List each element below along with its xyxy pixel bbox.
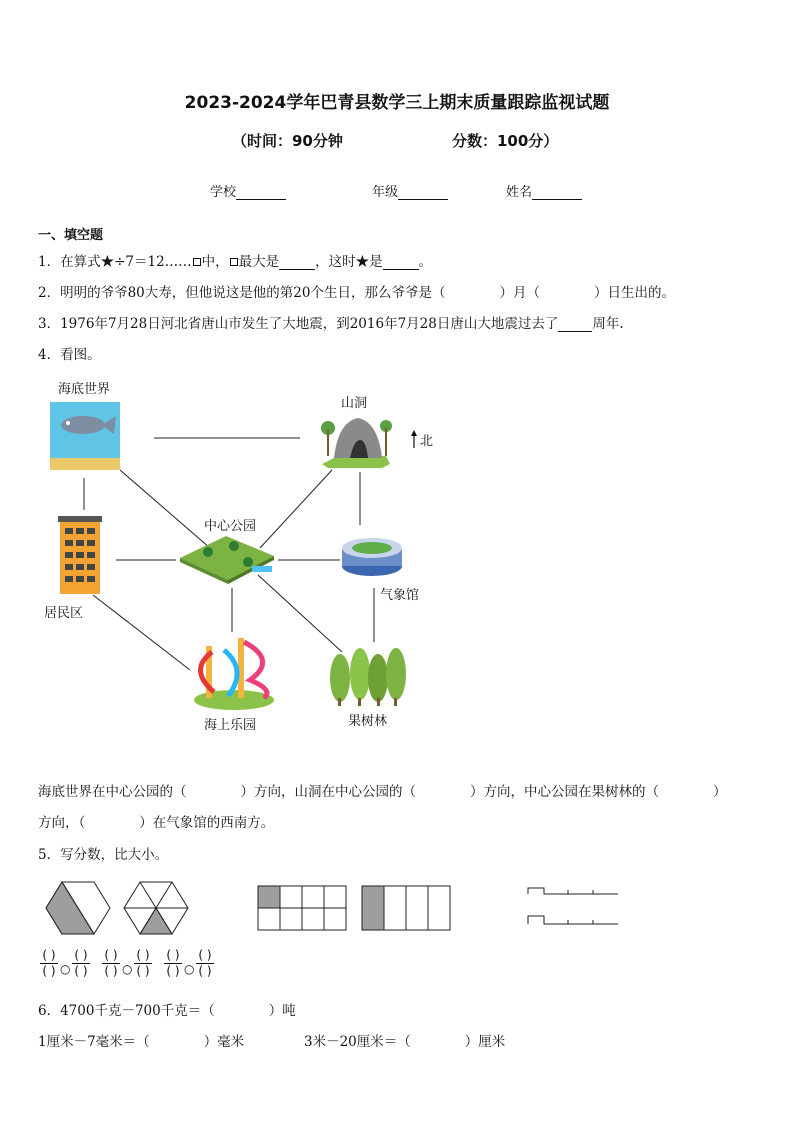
q1-blank-1[interactable] (279, 256, 315, 270)
compare-circle-1[interactable]: ○ (60, 962, 71, 976)
question-5-title: 5．写分数，比大小。 (38, 847, 169, 863)
label-central-park: 中心公园 (204, 519, 257, 534)
line-park-orchard (258, 575, 342, 652)
label-sea-park: 海上乐园 (204, 718, 257, 733)
sea-park-image (194, 638, 274, 710)
question-6-line-1: 6．4700千克－700千克＝（ ）吨 (38, 1003, 296, 1019)
school-field: 学校 (210, 181, 286, 200)
line-cave-park (260, 470, 332, 548)
compare-circle-3[interactable]: ○ (184, 962, 195, 976)
ocean-world-image (50, 402, 120, 470)
q2-blank-1[interactable] (445, 288, 499, 301)
question-6-line-3: 3米－20厘米＝（ ）厘米 (304, 1034, 506, 1050)
name-field: 姓名 (506, 181, 582, 200)
label-ocean-world: 海底世界 (58, 382, 111, 397)
fraction-1[interactable]: ( ) ( ) (40, 948, 58, 979)
q4-blank-1[interactable] (187, 787, 241, 800)
fraction-figures (38, 876, 638, 942)
grade-blank[interactable] (398, 187, 448, 200)
box-icon (230, 258, 238, 266)
exam-time: （时间：90分钟 (232, 132, 343, 150)
q6-blank-2[interactable] (150, 1037, 204, 1050)
question-3: 3．1976年7月28日河北省唐山市发生了大地震，到2016年7月28日唐山大地震过去了 周年. (38, 316, 624, 332)
label-cave: 山洞 (341, 396, 368, 411)
question-2: 2．明明的爷爷80大寿，但他说这是他的第20个生日，那么爷爷是（ ）月（ ）日生出的。 (38, 285, 675, 301)
question-4-line-1: 海底世界在中心公园的（ ）方向，山洞在中心公园的（ ）方向，中心公园在果树林的（ ） (38, 784, 727, 800)
north-arrow-icon (411, 430, 417, 448)
hexagon-half-shaded (46, 882, 110, 934)
question-1: 1．在算式★÷7＝12…… 中， 最大是 ，这时★是 。 (38, 254, 433, 270)
question-6-line-2: 1厘米－7毫米＝（ ）毫米 (38, 1034, 245, 1050)
question-4-title: 4．看图。 (38, 347, 101, 363)
name-blank[interactable] (532, 187, 582, 200)
q6-blank-1[interactable] (215, 1006, 269, 1019)
q3-blank[interactable] (558, 318, 592, 332)
fraction-5[interactable]: ( ) ( ) (164, 948, 182, 979)
line-resident-seapark (93, 595, 190, 670)
bar-quarter-shaded (362, 886, 450, 930)
resident-building-image (58, 516, 102, 594)
question-4-line-2: 方向，（ ）在气象馆的西南方。 (38, 815, 275, 831)
q6-blank-3[interactable] (411, 1037, 465, 1050)
label-north: 北 (420, 434, 434, 449)
segment-lines (528, 888, 618, 924)
weather-station-image (342, 538, 402, 576)
hexagon-sixth-shaded (124, 882, 188, 934)
q2-blank-2[interactable] (540, 288, 594, 301)
fraction-6[interactable]: ( ) ( ) (196, 948, 214, 979)
line-ocean-park (120, 470, 210, 548)
orchard-image (330, 648, 406, 706)
q4-blank-2[interactable] (416, 787, 470, 800)
grade-field: 年级 (372, 181, 448, 200)
fraction-3[interactable]: ( ) ( ) (102, 948, 120, 979)
compare-circle-2[interactable]: ○ (122, 962, 133, 976)
label-orchard: 果树林 (348, 714, 388, 729)
fraction-2[interactable]: ( ) ( ) (72, 948, 90, 979)
exam-score: 分数：100分） (452, 132, 559, 150)
fraction-4[interactable]: ( ) ( ) (134, 948, 152, 979)
label-weather-station: 气象馆 (380, 588, 420, 603)
school-blank[interactable] (236, 187, 286, 200)
q4-blank-3[interactable] (659, 787, 713, 800)
map-connections (38, 370, 438, 740)
exam-title: 2023-2024学年巴青县数学三上期末质量跟踪监视试题 (184, 93, 610, 113)
section-fill-blank: 一、填空题 (38, 228, 104, 243)
grid-eighth-shaded (258, 886, 346, 930)
label-resident: 居民区 (44, 606, 84, 621)
q4-blank-4[interactable] (85, 818, 139, 831)
direction-map (38, 370, 438, 740)
cave-image (321, 418, 392, 468)
box-icon (193, 258, 201, 266)
q1-blank-2[interactable] (383, 256, 419, 270)
